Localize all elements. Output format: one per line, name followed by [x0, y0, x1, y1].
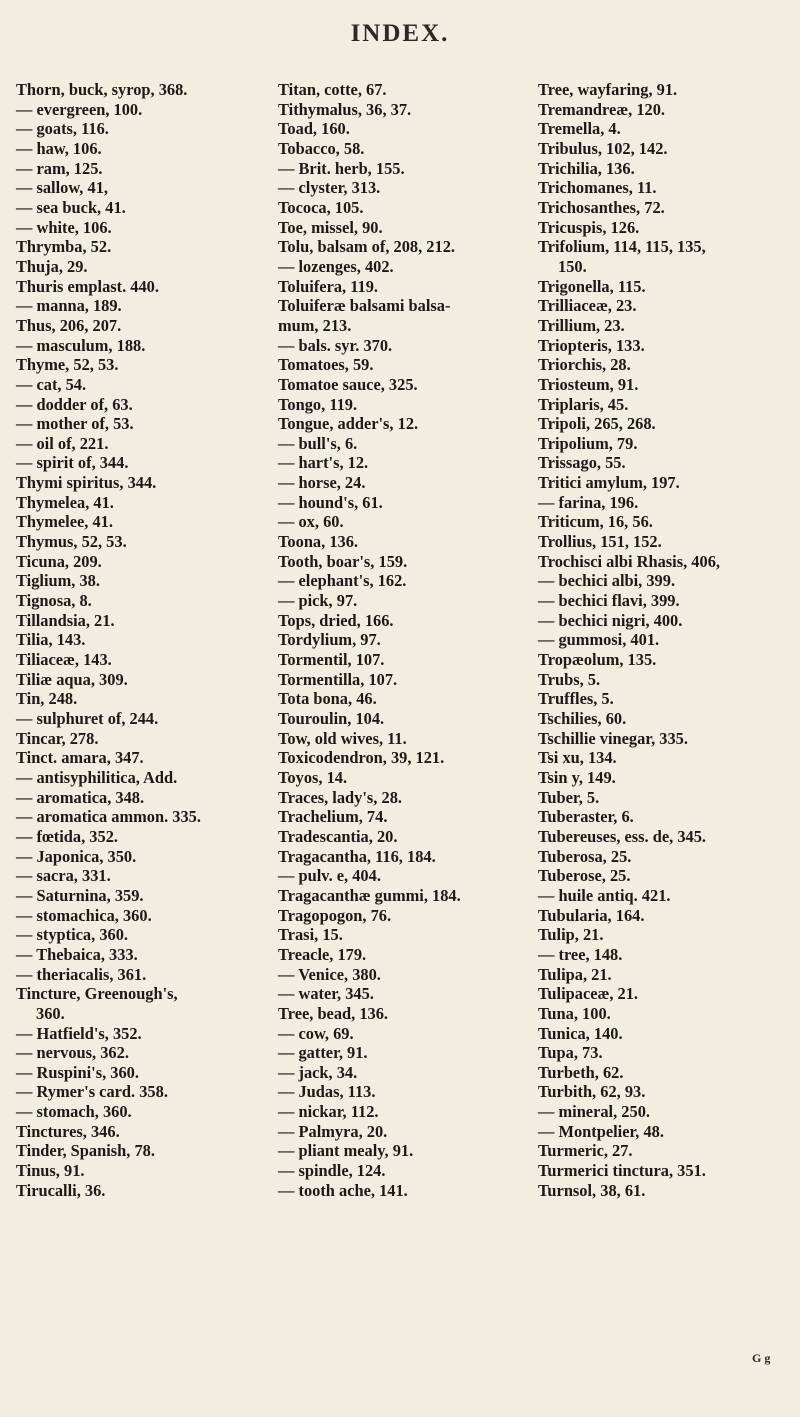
- index-entry: Tooth, boar's, 159.: [278, 551, 408, 571]
- index-entry: — mother of, 53.: [16, 414, 134, 434]
- index-entry: Tongo, 119.: [278, 394, 358, 414]
- index-entry: — pliant mealy, 91.: [278, 1141, 414, 1161]
- index-entry: Tomatoe sauce, 325.: [278, 374, 418, 394]
- index-entry: Tillandsia, 21.: [16, 610, 115, 630]
- index-entry: — Saturnina, 359.: [16, 885, 144, 905]
- index-entry: Tuna, 100.: [538, 1003, 611, 1023]
- index-entry: Ticuna, 209.: [16, 551, 102, 571]
- index-entry: — Thebaica, 333.: [16, 944, 138, 964]
- index-entry: — manna, 189.: [16, 296, 122, 316]
- index-entry: Tragacantha, 116, 184.: [278, 846, 436, 866]
- index-entry: — cow, 69.: [278, 1023, 354, 1043]
- index-entry: — lozenges, 402.: [278, 256, 394, 276]
- index-entry: — Montpelier, 48.: [538, 1121, 664, 1141]
- index-entry: Tremella, 4.: [538, 119, 621, 139]
- page-title: INDEX.: [350, 20, 450, 47]
- index-entry: Triopteris, 133.: [538, 335, 645, 355]
- index-entry: Tota bona, 46.: [278, 689, 377, 709]
- index-entry: Tragopogon, 76.: [278, 905, 392, 925]
- index-entry: Tradescantia, 20.: [278, 826, 398, 846]
- index-entry: Tubularia, 164.: [538, 905, 645, 925]
- index-entry: Tragacanthæ gummi, 184.: [278, 885, 461, 905]
- index-entry: Tiliæ aqua, 309.: [16, 669, 128, 689]
- index-entry: Tulipaceæ, 21.: [538, 984, 639, 1004]
- index-entry: Tordylium, 97.: [278, 630, 381, 650]
- index-entry: Toluiferæ balsami balsa-: [278, 296, 451, 316]
- index-entry: Tropæolum, 135.: [538, 650, 657, 670]
- index-entry: — aromatica ammon. 335.: [16, 807, 201, 827]
- index-entry: Tripoli, 265, 268.: [538, 414, 656, 434]
- index-entry: Tongue, adder's, 12.: [278, 414, 419, 434]
- index-entry: Thymi spiritus, 344.: [16, 473, 157, 493]
- index-entry: — tree, 148.: [538, 944, 623, 964]
- index-entry: Tritici amylum, 197.: [538, 473, 680, 493]
- index-entry: — Japonica, 350.: [16, 846, 137, 866]
- index-entry: — Rymer's card. 358.: [16, 1082, 168, 1102]
- signature-mark: G g: [752, 1351, 771, 1365]
- index-entry: Tow, old wives, 11.: [278, 728, 407, 748]
- index-column-3: [538, 80, 796, 1200]
- index-entry: — haw, 106.: [16, 138, 102, 158]
- index-entry: — sea buck, 41.: [16, 197, 126, 217]
- index-entry: Thorn, buck, syrop, 368.: [16, 80, 188, 99]
- index-entry: Tirucalli, 36.: [16, 1180, 106, 1200]
- index-entry: — Hatfield's, 352.: [16, 1023, 142, 1043]
- index-entry: Touroulin, 104.: [278, 709, 385, 728]
- index-entry: — dodder of, 63.: [16, 394, 133, 414]
- index-entry: 150.: [558, 256, 587, 276]
- index-entry: Thymelea, 41.: [16, 492, 114, 512]
- index-entry: Tree, wayfaring, 91.: [538, 80, 678, 99]
- index-entry: Tolu, balsam of, 208, 212.: [278, 237, 455, 257]
- index-entry: — hart's, 12.: [278, 453, 369, 473]
- index-entry: — bals. syr. 370.: [278, 335, 393, 355]
- index-entry: Tuber, 5.: [538, 787, 600, 807]
- index-entry: — Brit. herb, 155.: [278, 158, 405, 178]
- index-column-1: [16, 80, 276, 1200]
- index-entry: Tsin y, 149.: [538, 767, 616, 787]
- index-entry: — water, 345.: [278, 984, 374, 1004]
- index-entry: Trichosanthes, 72.: [538, 197, 665, 217]
- index-column-2: [276, 80, 538, 1200]
- index-entry: Tschilies, 60.: [538, 709, 627, 728]
- index-entry: Trigonella, 115.: [538, 276, 646, 296]
- index-entry: Trilliaceæ, 23.: [538, 296, 637, 316]
- index-entry: Tococa, 105.: [278, 197, 364, 217]
- index-entry: Trubs, 5.: [538, 669, 601, 689]
- index-entry: Tormentilla, 107.: [278, 669, 398, 689]
- index-entry: — Palmyra, 20.: [278, 1121, 388, 1141]
- index-entry: Tinct. amara, 347.: [16, 748, 144, 768]
- index-entry: — clyster, 313.: [278, 178, 381, 198]
- index-entry: Trifolium, 114, 115, 135,: [538, 237, 706, 257]
- index-entry: Thuris emplast. 440.: [16, 276, 159, 296]
- index-entry: Toe, missel, 90.: [278, 217, 383, 237]
- index-entry: Tunica, 140.: [538, 1023, 623, 1043]
- index-entry: Tricuspis, 126.: [538, 217, 640, 237]
- index-entry: — Venice, 380.: [278, 964, 381, 984]
- index-entry: Trichomanes, 11.: [538, 178, 657, 198]
- index-entry: Trichilia, 136.: [538, 158, 635, 178]
- index-entry: — pick, 97.: [278, 591, 358, 611]
- index-entry: — theriacalis, 361.: [16, 964, 147, 984]
- index-entry: Thyme, 52, 53.: [16, 355, 119, 375]
- index-entry: — evergreen, 100.: [16, 99, 143, 119]
- index-entry: — bechici flavi, 399.: [538, 591, 680, 611]
- index-entry: — stomach, 360.: [16, 1102, 132, 1122]
- index-entry: Tree, bead, 136.: [278, 1003, 389, 1023]
- index-entry: Tulip, 21.: [538, 925, 604, 945]
- index-entry: Toluifera, 119.: [278, 276, 379, 296]
- index-entry: Turbeth, 62.: [538, 1062, 624, 1082]
- index-entry: Thus, 206, 207.: [16, 315, 122, 335]
- index-entry: Treacle, 179.: [278, 944, 367, 964]
- index-entry: Tupa, 73.: [538, 1043, 603, 1063]
- index-entry: — masculum, 188.: [16, 335, 146, 355]
- index-entry: Tops, dried, 166.: [278, 610, 394, 630]
- index-entry: Tincture, Greenough's,: [16, 984, 178, 1004]
- index-entry: Titan, cotte, 67.: [278, 80, 387, 99]
- index-entry: — horse, 24.: [278, 473, 366, 493]
- index-entry: — ram, 125.: [16, 158, 103, 178]
- index-entry: — sacra, 331.: [16, 866, 111, 886]
- index-entry: Toad, 160.: [278, 119, 350, 139]
- index-entry: — gummosi, 401.: [538, 630, 660, 650]
- index-entry: Tiglium, 38.: [16, 571, 100, 591]
- index-entry: Tinctures, 346.: [16, 1121, 120, 1141]
- index-entry: — mineral, 250.: [538, 1102, 650, 1122]
- index-entry: — bechici albi, 399.: [538, 571, 676, 591]
- index-entry: Turbith, 62, 93.: [538, 1082, 646, 1102]
- index-entry: Tignosa, 8.: [16, 591, 92, 611]
- index-entry: Traces, lady's, 28.: [278, 787, 402, 807]
- index-entry: Turmerici tinctura, 351.: [538, 1161, 706, 1181]
- index-entry: — aromatica, 348.: [16, 787, 145, 807]
- index-entry: — cat, 54.: [16, 374, 87, 394]
- index-entry: Tobacco, 58.: [278, 138, 365, 158]
- index-entry: Thymus, 52, 53.: [16, 532, 127, 552]
- index-entry: Truffles, 5.: [538, 689, 614, 709]
- index-entry: — antisyphilitica, Add.: [16, 767, 178, 787]
- index-entry: Thuja, 29.: [16, 256, 88, 276]
- index-entry: mum, 213.: [278, 315, 352, 335]
- index-entry: Tin, 248.: [16, 689, 78, 709]
- index-entry: Toona, 136.: [278, 532, 359, 552]
- index-entry: Tubereuses, ess. de, 345.: [538, 826, 707, 846]
- index-entry: Toxicodendron, 39, 121.: [278, 748, 445, 768]
- index-entry: — bechici nigri, 400.: [538, 610, 683, 630]
- index-entry: Triticum, 16, 56.: [538, 512, 653, 532]
- index-entry: 360.: [36, 1003, 65, 1023]
- index-entry: Trollius, 151, 152.: [538, 532, 662, 552]
- index-entry: — sallow, 41,: [16, 178, 108, 198]
- index-entry: Trissago, 55.: [538, 453, 626, 473]
- index-entry: Tormentil, 107.: [278, 650, 385, 670]
- index-entry: — elephant's, 162.: [278, 571, 407, 591]
- index-entry: Turnsol, 38, 61.: [538, 1180, 646, 1200]
- index-entry: — white, 106.: [16, 217, 112, 237]
- index-entry: Tremandreæ, 120.: [538, 99, 666, 119]
- index-entry: — ox, 60.: [278, 512, 344, 532]
- index-entry: Tuberosa, 25.: [538, 846, 632, 866]
- index-entry: — oil of, 221.: [16, 433, 109, 453]
- index-entry: Trachelium, 74.: [278, 807, 388, 827]
- index-entry: — bull's, 6.: [278, 433, 358, 453]
- index-entry: Tiliaceæ, 143.: [16, 650, 112, 670]
- index-entry: Trillium, 23.: [538, 315, 625, 335]
- index-entry: — Ruspini's, 360.: [16, 1062, 139, 1082]
- index-entry: — sulphuret of, 244.: [16, 709, 159, 728]
- index-entry: Trochisci albi Rhasis, 406,: [538, 551, 720, 571]
- index-entry: Triplaris, 45.: [538, 394, 629, 414]
- index-entry: — styptica, 360.: [16, 925, 128, 945]
- index-entry: Tuberose, 25.: [538, 866, 631, 886]
- index-entry: — goats, 116.: [16, 119, 109, 139]
- index-entry: Tithymalus, 36, 37.: [278, 99, 412, 119]
- index-entry: — nickar, 112.: [278, 1102, 379, 1122]
- index-entry: Thymelee, 41.: [16, 512, 113, 532]
- index-entry: Tulipa, 21.: [538, 964, 612, 984]
- index-entry: Tincar, 278.: [16, 728, 99, 748]
- index-entry: — pulv. e, 404.: [278, 866, 381, 886]
- index-entry: — fœtida, 352.: [16, 826, 118, 846]
- index-entry: — stomachica, 360.: [16, 905, 152, 925]
- index-entry: — hound's, 61.: [278, 492, 383, 512]
- index-entry: — spindle, 124.: [278, 1161, 386, 1181]
- index-entry: Trasi, 15.: [278, 925, 343, 945]
- index-entry: Triosteum, 91.: [538, 374, 639, 394]
- index-entry: — jack, 34.: [278, 1062, 358, 1082]
- index-columns: [16, 80, 796, 1200]
- index-entry: Toyos, 14.: [278, 767, 348, 787]
- index-entry: — spirit of, 344.: [16, 453, 129, 473]
- index-entry: Tsi xu, 134.: [538, 748, 617, 768]
- index-entry: Tinder, Spanish, 78.: [16, 1141, 155, 1161]
- index-entry: — Judas, 113.: [278, 1082, 376, 1102]
- index-entry: — tooth ache, 141.: [278, 1180, 408, 1200]
- index-entry: Tribulus, 102, 142.: [538, 138, 668, 158]
- index-entry: — huile antiq. 421.: [538, 885, 671, 905]
- index-entry: — farina, 196.: [538, 492, 639, 512]
- index-entry: Tinus, 91.: [16, 1161, 85, 1181]
- index-entry: — nervous, 362.: [16, 1043, 129, 1063]
- index-entry: Tomatoes, 59.: [278, 355, 374, 375]
- index-entry: Thrymba, 52.: [16, 237, 112, 257]
- index-entry: Triorchis, 28.: [538, 355, 631, 375]
- index-entry: Tripolium, 79.: [538, 433, 638, 453]
- index-entry: Turmeric, 27.: [538, 1141, 633, 1161]
- index-entry: Tilia, 143.: [16, 630, 86, 650]
- index-entry: — gatter, 91.: [278, 1043, 368, 1063]
- index-entry: Tschillie vinegar, 335.: [538, 728, 688, 748]
- index-entry: Tuberaster, 6.: [538, 807, 634, 827]
